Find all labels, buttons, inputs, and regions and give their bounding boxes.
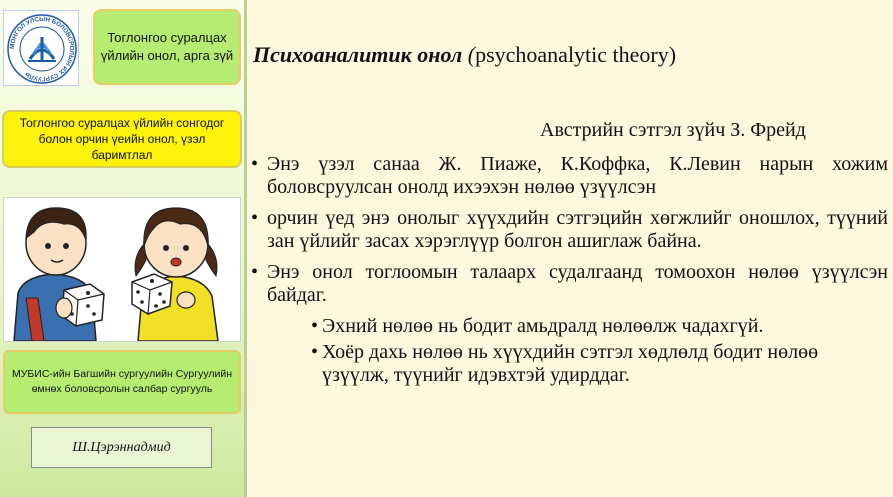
sub-bullet-dot-icon: • [311,315,319,337]
university-logo [3,10,79,86]
logo-emblem-icon [4,11,80,87]
bullet-text: Энэ үзэл санаа Ж. Пиаже, К.Коффка, К.Левин нарын хожим боловсруулсан онолд ихээхэн нөлөө үзүүлсэн [267,153,888,198]
bullet-item [248,261,888,307]
course-title-box [93,9,241,85]
bullet-dot-icon: • [251,261,259,283]
sub-bullet-item [248,341,888,387]
sub-bullet-item [248,315,888,338]
bullet-text: орчин үед энэ онолыг хүүхдийн сэтгэцийн хөгжлийг оношлох, түүний зан үйлийг засах хэрэглүүр болгон ашиглаж байна. [267,207,888,252]
bullet-dot-icon: • [251,207,259,229]
course-title-text: Тоглонгоо суралцах үйлийн онол, арга зүй [100,30,234,63]
bullet-text: Энэ онол тоглоомын талаарх судалгаанд томоохон нөлөө үзүүлсэн байдаг. [267,261,888,306]
title-english: psychoanalytic theory) [475,42,677,67]
topic-box [2,110,242,168]
sub-bullet-dot-icon: • [311,341,319,363]
slide-title [253,42,873,68]
sub-bullet-text: Эхний нөлөө нь бодит амьдралд нөлөөлж чадахгүй. [322,315,764,337]
sub-bullet-text: Хоёр дахь нөлөө нь хүүхдийн сэтгэл хөдлөлд бодит нөлөө үзүүлж, түүнийг идэвхтэй удирддаг. [322,341,819,386]
bullet-item [248,153,888,199]
university-text: МУБИС-ийн Багшийн сургуулийн Сургуулийн өмнөх боловсролын салбар сургууль [11,368,232,395]
bullet-list [248,153,888,390]
bullet-item [248,207,888,253]
author-box [31,427,212,468]
slide-subtitle: Австрийн сэтгэл зүйч З. Фрейд [540,119,806,141]
university-box [3,350,241,414]
title-paren: ( [467,42,476,67]
topic-text: Тоглонгоо суралцах үйлийн сонгодог болон орчин үеийн онол, үзэл баримтлал [19,116,225,162]
author-name: Ш.Цэрэннадмид [72,439,171,455]
children-playing-icon [4,198,240,341]
children-dice-illustration [3,197,241,342]
title-bold: Психоаналитик онол [253,42,468,67]
logo-ring-text: МОНГОЛ УЛСЫН БОЛОВСРОЛЫН ИХ СУРГУУЛЬ [8,15,76,83]
bullet-dot-icon: • [251,153,259,175]
